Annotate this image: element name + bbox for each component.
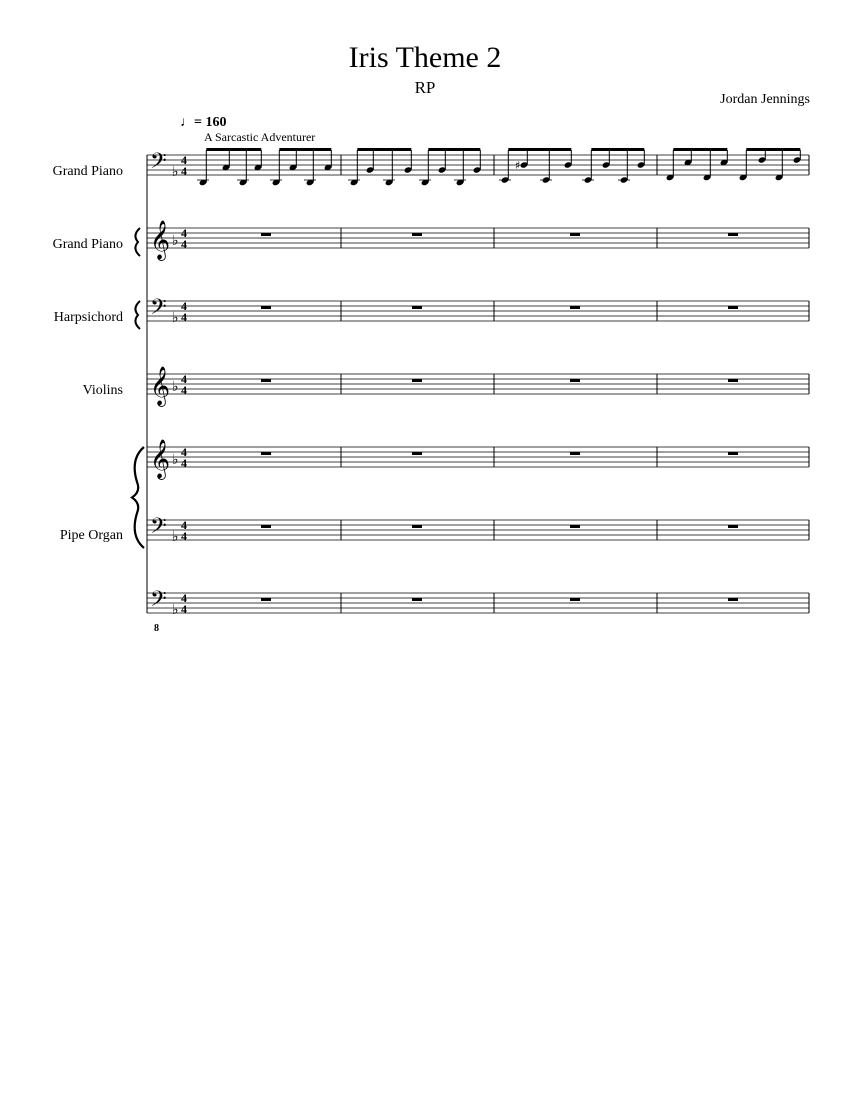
whole-rest: [728, 233, 738, 236]
beam: [673, 148, 727, 151]
flat-icon: ♭: [172, 602, 179, 618]
whole-rest: [570, 525, 580, 528]
time-signature-bottom: 4: [181, 310, 187, 324]
whole-rest: [728, 452, 738, 455]
time-signature-bottom: 4: [181, 237, 187, 251]
whole-rest: [412, 233, 422, 236]
whole-rest: [412, 306, 422, 309]
bass-clef-icon: 𝄢: [150, 514, 167, 544]
beam: [746, 148, 800, 151]
composer-name: Jordan Jennings: [720, 92, 810, 107]
staff-3: [147, 295, 809, 326]
expression-text: A Sarcastic Adventurer: [204, 130, 316, 144]
whole-rest: [261, 452, 271, 455]
flat-icon: ♭: [172, 452, 179, 468]
whole-rest: [570, 233, 580, 236]
whole-rest: [261, 306, 271, 309]
bass-clef-icon: 𝄢: [150, 149, 167, 179]
staff-4: [147, 366, 809, 407]
note-layer: [197, 148, 801, 186]
whole-rest: [412, 598, 422, 601]
staff-2: [147, 220, 809, 261]
time-signature-top: 4: [181, 372, 187, 386]
measure-3: [499, 148, 645, 184]
whole-rest: [412, 452, 422, 455]
instrument-label-harpsichord: Harpsichord: [53, 310, 123, 325]
staff-5: [147, 439, 809, 480]
bracket-grand-piano: [135, 228, 140, 256]
staff-6: [147, 514, 809, 545]
whole-rest: [412, 379, 422, 382]
time-signature-top: 4: [181, 153, 187, 167]
time-signature-top: 4: [181, 518, 187, 532]
treble-clef-icon: 𝄞: [150, 220, 171, 260]
staff-7: [147, 587, 809, 618]
time-signature-top: 4: [181, 591, 187, 605]
time-signature-bottom: 4: [181, 383, 187, 397]
beam: [428, 148, 480, 151]
whole-rest: [261, 379, 271, 382]
whole-rest: [570, 379, 580, 382]
beam: [508, 148, 571, 151]
time-signature-bottom: 4: [181, 456, 187, 470]
time-signature-bottom: 4: [181, 602, 187, 616]
time-signature-top: 4: [181, 299, 187, 313]
measure-1: [197, 148, 332, 186]
bracket-harpsichord: [135, 301, 140, 329]
staff-system: [132, 149, 809, 618]
time-signature-bottom: 4: [181, 164, 187, 178]
octave-marking: 8: [154, 623, 159, 634]
whole-rest: [261, 233, 271, 236]
flat-icon: ♭: [172, 233, 179, 249]
tempo-marking: ♩= 160: [180, 115, 227, 130]
whole-rest: [570, 452, 580, 455]
whole-rest: [261, 525, 271, 528]
whole-rest: [728, 598, 738, 601]
instrument-label-grand-piano-1: Grand Piano: [52, 164, 123, 179]
brace-pipe-organ: [132, 447, 144, 548]
measure-2: [348, 148, 481, 186]
whole-rest: [261, 598, 271, 601]
beam: [279, 148, 331, 151]
whole-rest: [570, 306, 580, 309]
beam: [591, 148, 644, 151]
bass-clef-icon: 𝄢: [150, 295, 167, 325]
instrument-label-violins: Violins: [82, 383, 123, 398]
bass-clef-icon: 𝄢: [150, 587, 167, 617]
whole-rest: [728, 525, 738, 528]
whole-rest: [728, 379, 738, 382]
beam: [206, 148, 261, 151]
flat-icon: ♭: [172, 164, 179, 180]
measure-4: [666, 148, 802, 181]
sharp-icon: ♯: [515, 159, 521, 172]
score-title: Iris Theme 2: [348, 41, 502, 74]
treble-clef-icon: 𝄞: [150, 439, 171, 479]
time-signature-top: 4: [181, 226, 187, 240]
time-signature-bottom: 4: [181, 529, 187, 543]
flat-icon: ♭: [172, 529, 179, 545]
instrument-label-pipe-organ: Pipe Organ: [59, 528, 123, 543]
whole-rest: [728, 306, 738, 309]
treble-clef-icon: 𝄞: [150, 366, 171, 406]
instrument-label-grand-piano-2: Grand Piano: [52, 237, 123, 252]
flat-icon: ♭: [172, 310, 179, 326]
whole-rest: [570, 598, 580, 601]
beam: [357, 148, 411, 151]
score-subtitle: RP: [414, 78, 436, 97]
flat-icon: ♭: [172, 379, 179, 395]
time-signature-top: 4: [181, 445, 187, 459]
whole-rest: [412, 525, 422, 528]
